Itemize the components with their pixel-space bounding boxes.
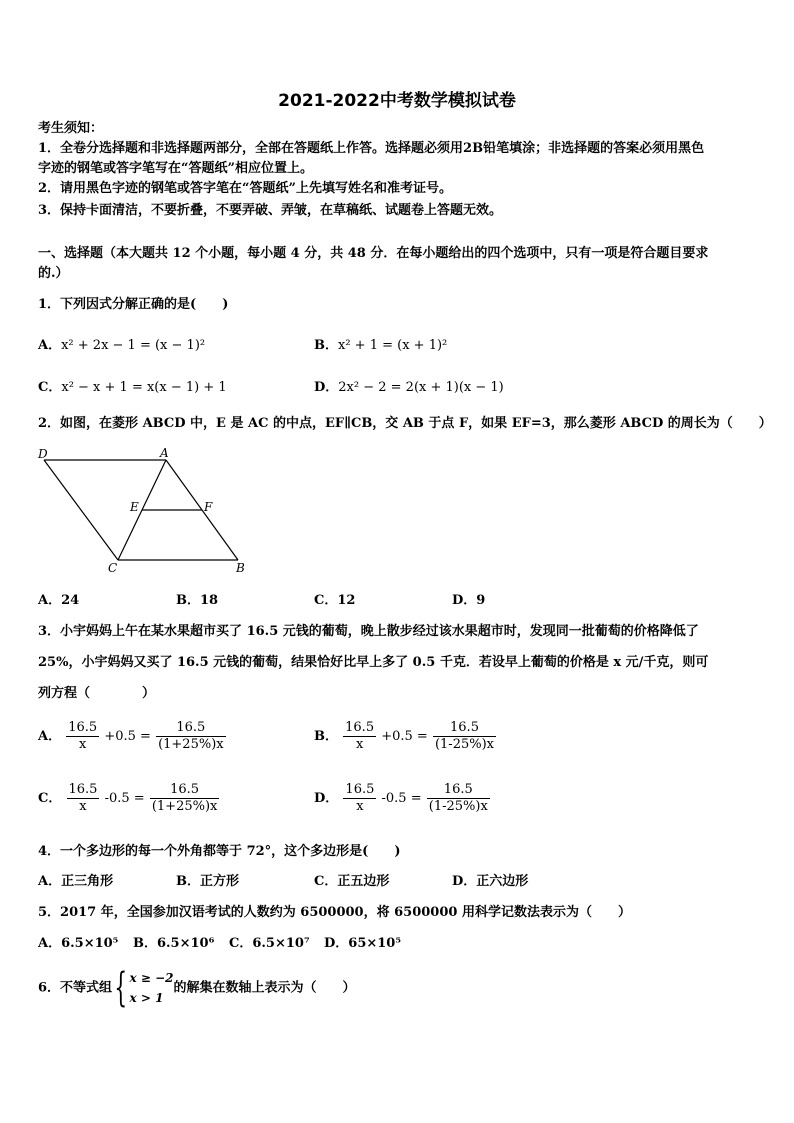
label-f: F — [204, 500, 213, 514]
q3-option-d: D． $\frac{16.5}{x}$ -0.5 = $\frac{16.5}{(1-25\%)x}$ — [314, 782, 488, 814]
q1-option-b: B．x² + 1 = (x + 1)² — [314, 338, 448, 353]
label-a: A — [160, 446, 169, 460]
q3-stem-line1: 3．小宇妈妈上午在某水果超市买了 16.5 元钱的葡萄，晚上散步经过该水果超市时，发现同一批葡萄的价格降低了 — [38, 624, 699, 639]
edge-cd — [44, 460, 118, 560]
q3-option-b: B． $\frac{16.5}{x}$ +0.5 = $\frac{16.5}{(1-25\%)x}$ — [314, 720, 495, 752]
q5-stem: 5．2017 年，全国参加汉语考试的人数约为 6500000，将 6500000 用科学记数法表示为（ ） — [38, 905, 631, 920]
exam-title: 2021-2022中考数学模拟试卷 — [278, 91, 516, 111]
q2-option-a: A．24 — [38, 593, 80, 608]
label-d: D — [38, 447, 48, 461]
inequality-system: x ≥ −2 x > 1 — [129, 971, 174, 1005]
q4-option-b: B．正方形 — [176, 874, 239, 889]
rhombus-figure — [36, 446, 256, 578]
q1-option-c: C．x² − x + 1 = x(x − 1) + 1 — [38, 380, 227, 395]
q6-stem: 6．不等式组{ x ≥ −2 x > 1 的解集在数轴上表示为（ ） — [38, 965, 356, 1011]
q2-option-d: D．9 — [452, 593, 486, 608]
q5-option-b: B．6.5×10⁶ — [133, 936, 215, 951]
q3-stem-line2: 25%，小宇妈妈又买了 16.5 元钱的葡萄，结果恰好比早上多了 0.5 千克．若设早上葡萄的价格是 x 元/千克，则可 — [38, 655, 709, 670]
notice-item-3: 3．保持卡面清洁，不要折叠，不要弄破、弄皱，在草稿纸、试题卷上答题无效。 — [38, 203, 503, 218]
q3-option-c: C． $\frac{16.5}{x}$ -0.5 = $\frac{16.5}{(1+25\%)x}$ — [38, 782, 218, 814]
notice-heading: 考生须知： — [38, 121, 104, 136]
label-c: C — [108, 561, 118, 575]
q4-option-c: C．正五边形 — [314, 874, 390, 889]
q5-option-d: D．65×10⁵ — [324, 936, 402, 951]
notice-item-1-cont: 字迹的钢笔或答字笔写在“答题纸”相应位置上。 — [38, 161, 313, 176]
q3-option-a: A． $\frac{16.5}{x}$ +0.5 = $\frac{16.5}{(1+25\%)x}$ — [38, 720, 224, 752]
q4-stem: 4．一个多边形的每一个外角都等于 72°，这个多边形是( ) — [38, 844, 401, 859]
q1-option-a: A．x² + 2x − 1 = (x − 1)² — [38, 338, 206, 353]
q4-option-d: D．正六边形 — [452, 874, 529, 889]
q1-stem: 1．下列因式分解正确的是( ) — [38, 297, 229, 312]
q5-option-c: C．6.5×10⁷ — [229, 936, 310, 951]
notice-item-2: 2．请用黑色字迹的钢笔或答字笔在“答题纸”上先填写姓名和准考证号。 — [38, 181, 453, 196]
system-brace: { — [114, 965, 128, 1011]
notice-item-1: 1．全卷分选择题和非选择题两部分，全部在答题纸上作答。选择题必须用2B铅笔填涂；非选择题的答案必须用黑色 — [38, 141, 705, 156]
q1-option-d: D．2x² − 2 = 2(x + 1)(x − 1) — [314, 380, 504, 395]
label-b: B — [236, 561, 245, 575]
q5-option-a: A．6.5×10⁵ — [38, 936, 119, 951]
section-heading-cont: 的.） — [38, 266, 69, 281]
q4-option-a: A．正三角形 — [38, 874, 114, 889]
section-heading: 一、选择题（本大题共 12 个小题，每小题 4 分，共 48 分．在每小题给出的四个选项中，只有一项是符合题目要求 — [38, 246, 709, 261]
q2-option-c: C．12 — [314, 593, 356, 608]
label-e: E — [130, 500, 139, 514]
q3-stem-line3: 列方程（ ） — [38, 686, 156, 701]
q2-option-b: B．18 — [176, 593, 219, 608]
q2-stem: 2．如图，在菱形 ABCD 中，E 是 AC 的中点，EF∥CB，交 AB 于点 F，如果 EF=3，那么菱形 ABCD 的周长为（ ） — [38, 416, 772, 431]
